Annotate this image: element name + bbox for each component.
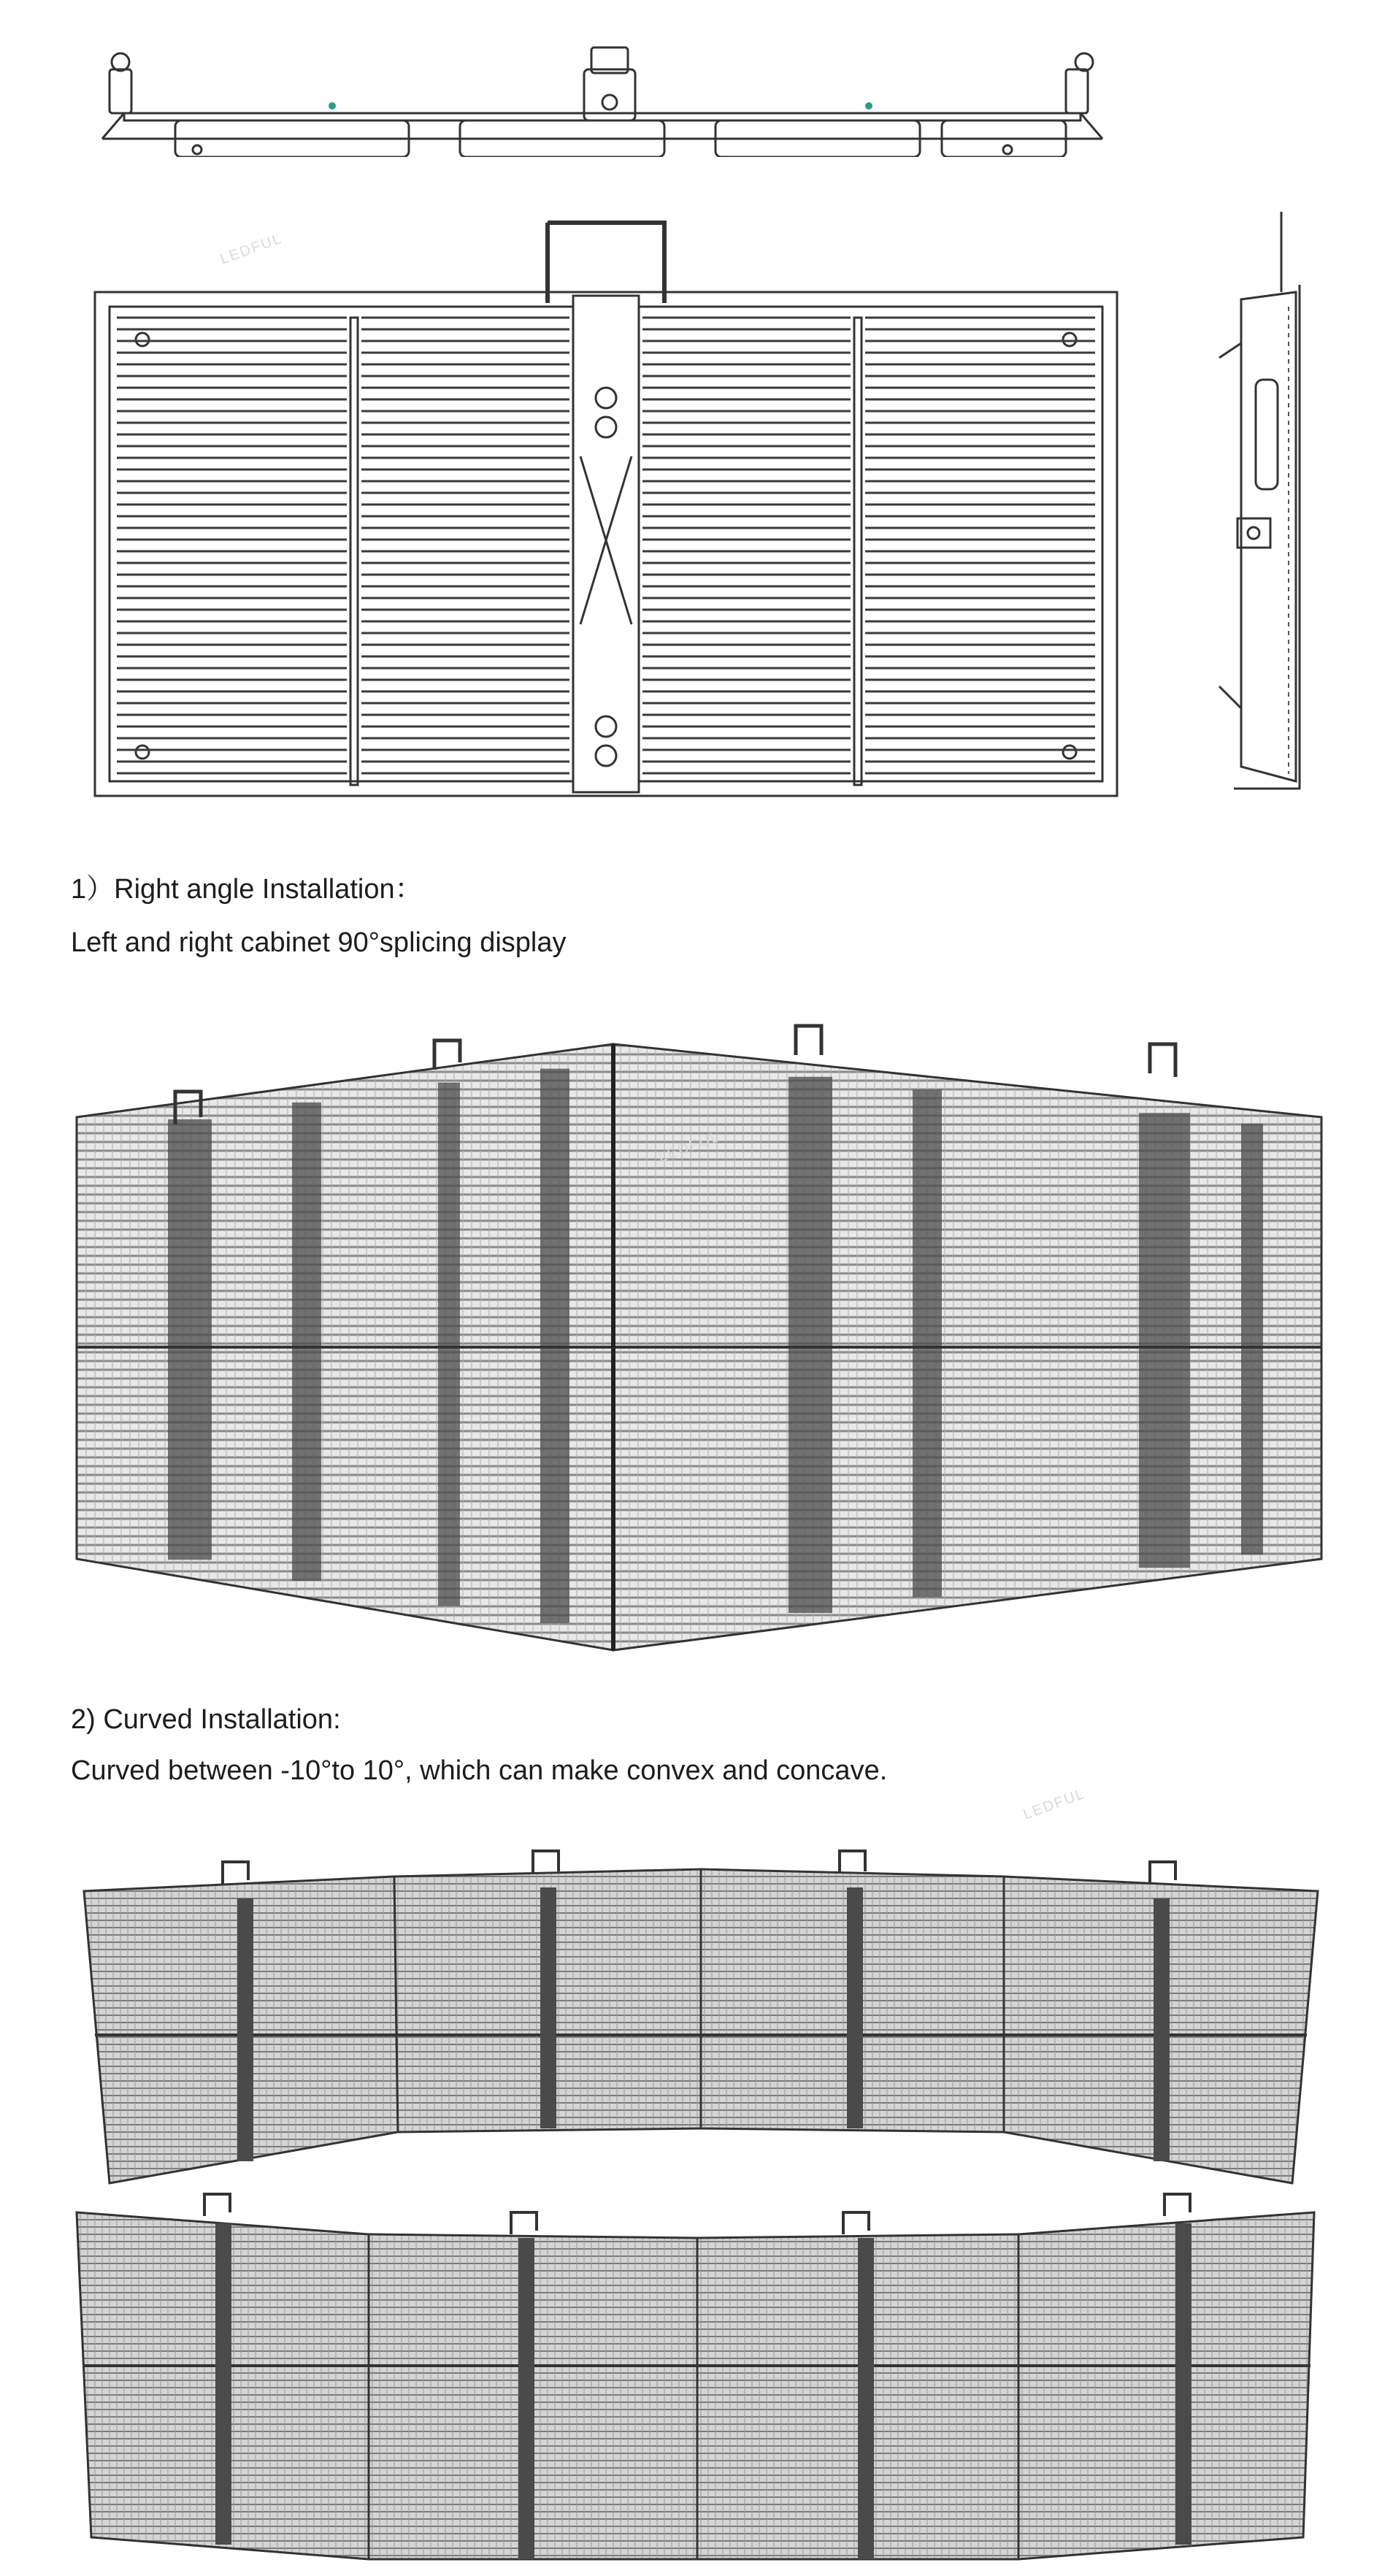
section1-heading: 1）Right angle Installation： xyxy=(71,874,423,905)
cabinet-front-view xyxy=(88,215,1124,800)
watermark: LEDFUL xyxy=(218,230,285,268)
watermark: LEDFUL xyxy=(656,1128,723,1166)
cabinet-side-view xyxy=(1212,212,1321,803)
curved-convex-illustration xyxy=(73,1844,1329,2187)
section2-heading: 2) Curved Installation: xyxy=(71,1704,341,1735)
section1-description: Left and right cabinet 90°splicing display xyxy=(71,927,567,958)
cabinet-top-view xyxy=(80,40,1124,157)
section2-description: Curved between -10°to 10°, which can make convex and concave. xyxy=(71,1755,888,1786)
right-angle-installation-illustration xyxy=(73,1015,1329,1657)
watermark: LEDFUL xyxy=(1021,1785,1088,1823)
curved-concave-illustration xyxy=(69,2187,1332,2567)
